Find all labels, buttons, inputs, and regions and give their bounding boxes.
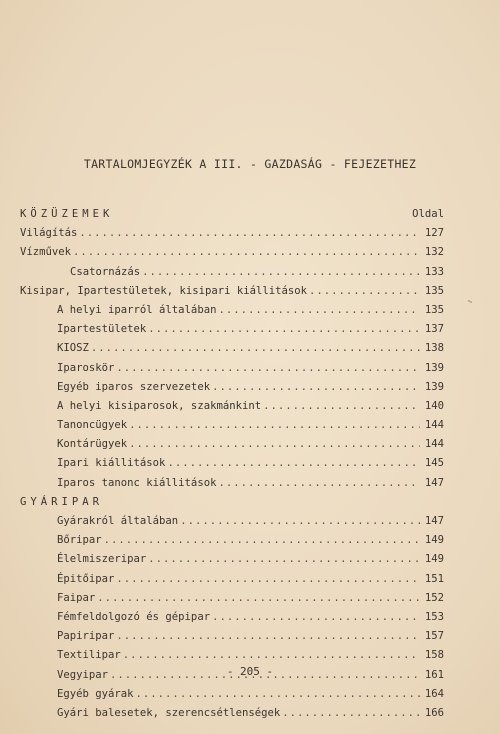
- toc-entry-page: 151: [424, 572, 444, 585]
- toc-entry-label: A helyi iparról általában: [57, 303, 217, 316]
- toc-entry: [20, 688, 444, 707]
- dot-leader: [148, 553, 420, 565]
- toc-entry-label: Kontárügyek: [57, 438, 128, 451]
- toc-entry-page: 145: [424, 457, 444, 470]
- section-header-row: [20, 496, 444, 515]
- toc-entry-label: A helyi kisiparosok, szakmánkint: [57, 399, 262, 412]
- toc-entry: [20, 362, 444, 381]
- toc-entry-page: 144: [424, 438, 444, 451]
- dot-leader: [142, 266, 420, 278]
- dot-leader: [116, 573, 420, 585]
- toc-entry-label: Egyéb gyárak: [57, 687, 134, 700]
- dot-leader: [218, 477, 420, 489]
- toc-entry: [20, 592, 444, 611]
- paper-speck: [470, 301, 472, 303]
- toc-entry-label: Vegyipar: [57, 668, 109, 681]
- toc-entry-page: 135: [424, 303, 444, 316]
- toc-entry-label: Ipari kiállitások: [57, 457, 166, 470]
- page-number: - 205 -: [226, 665, 274, 678]
- toc-entry: [20, 707, 444, 726]
- page-title: TARTALOMJEGYZÉK A III. - GAZDASÁG - FEJEZETHEZ: [83, 157, 417, 171]
- toc-entry-label: Tanoncügyek: [57, 419, 128, 432]
- section-header-row: [20, 208, 444, 227]
- toc-entry: [20, 266, 444, 285]
- dot-leader: [148, 323, 420, 335]
- toc-entry-label: Iparoskör: [57, 361, 115, 374]
- toc-entry-page: 139: [424, 361, 444, 374]
- dot-leader: [116, 630, 420, 642]
- toc-entry-label: Gyárakról általában: [57, 515, 179, 527]
- toc-entry-page: 152: [424, 591, 444, 604]
- section-heading: KÖZÜZEMEK: [20, 208, 114, 220]
- page-column-header: Oldal: [412, 208, 444, 220]
- toc-entry-page: 147: [424, 476, 444, 489]
- toc-entry: [20, 400, 444, 419]
- toc-entry-page: 153: [424, 610, 444, 623]
- toc-entry: [20, 573, 444, 592]
- toc-entry: [20, 304, 444, 323]
- toc-entry-page: 137: [424, 323, 444, 336]
- dot-leader: [309, 285, 420, 297]
- toc-entry-label: Bőripar: [57, 534, 102, 547]
- toc-entry-label: Textilipar: [57, 649, 121, 662]
- toc-entry-label: Vízművek: [20, 246, 72, 259]
- toc-entry-page: 149: [424, 534, 444, 547]
- toc-entry-label: Élelmiszeripar: [57, 553, 147, 566]
- toc-entry-label: Faipar: [57, 591, 96, 604]
- toc-entry: [20, 534, 444, 553]
- toc-entry: [20, 477, 444, 496]
- toc-entry: [20, 323, 444, 342]
- toc-entry: [20, 342, 444, 361]
- dot-leader: [123, 649, 420, 661]
- toc-entry: [20, 515, 444, 534]
- toc-entry-page: 127: [424, 227, 444, 240]
- dot-leader: [212, 611, 420, 623]
- toc-entry-page: 138: [424, 342, 444, 355]
- dot-leader: [282, 707, 420, 719]
- toc-entry-label: Ipartestületek: [57, 323, 147, 336]
- toc-entry-page: 147: [424, 515, 444, 527]
- toc-entry: [20, 419, 444, 438]
- toc-entry-page: 164: [424, 687, 444, 700]
- toc-entry-page: 132: [424, 246, 444, 259]
- dot-leader: [116, 362, 420, 374]
- toc-entry: [20, 553, 444, 572]
- dot-leader: [97, 592, 420, 604]
- toc-entry-page: 144: [424, 419, 444, 432]
- toc-entry-label: Papiripar: [57, 630, 115, 643]
- toc-entry: [20, 457, 444, 476]
- dot-leader: [167, 457, 420, 469]
- dot-leader: [218, 304, 420, 316]
- section-heading: GYÁRIPAR: [20, 495, 104, 508]
- toc-entry-label: KIOSZ: [57, 342, 89, 355]
- toc-entry-page: 157: [424, 630, 444, 643]
- dot-leader: [180, 515, 420, 527]
- toc-entry-page: 139: [424, 380, 444, 393]
- toc-entry-label: Fémfeldolgozó és gépipar: [57, 610, 211, 623]
- dot-leader: [129, 438, 420, 450]
- toc-entry: [20, 611, 444, 630]
- toc-entry: [20, 381, 444, 400]
- toc-entry-label: Épitőipar: [57, 572, 115, 585]
- toc-entry-page: 158: [424, 649, 444, 662]
- toc-entry-page: 135: [424, 284, 444, 297]
- dot-leader: [129, 419, 420, 431]
- toc-entry-label: Csatornázás: [70, 265, 141, 278]
- toc-entry-label: Iparos tanonc kiállitások: [57, 476, 217, 489]
- dot-leader: [91, 342, 420, 354]
- dot-leader: [104, 534, 420, 546]
- dot-leader: [263, 400, 420, 412]
- toc-entry: [20, 227, 444, 246]
- dot-leader: [136, 688, 420, 700]
- toc-entry-label: Egyéb iparos szervezetek: [57, 380, 211, 393]
- toc-entry: [20, 246, 444, 265]
- toc-entry: [20, 630, 444, 649]
- toc-entry: [20, 285, 444, 304]
- toc-entry-label: Kisipar, Ipartestületek, kisipari kiállitások: [20, 284, 308, 297]
- toc-entry-page: 149: [424, 553, 444, 566]
- toc-entry: [20, 438, 444, 457]
- dot-leader: [79, 227, 420, 239]
- toc-entry-label: Világítás: [20, 227, 78, 240]
- dot-leader: [73, 246, 420, 258]
- dot-leader: [212, 381, 420, 393]
- toc-entry-label: Gyári balesetek, szerencsétlenségek: [57, 706, 281, 719]
- table-of-contents: [20, 208, 444, 726]
- toc-entry-page: 161: [424, 668, 444, 681]
- toc-entry-page: 133: [424, 265, 444, 278]
- toc-entry-page: 140: [424, 399, 444, 412]
- toc-entry-page: 166: [424, 706, 444, 719]
